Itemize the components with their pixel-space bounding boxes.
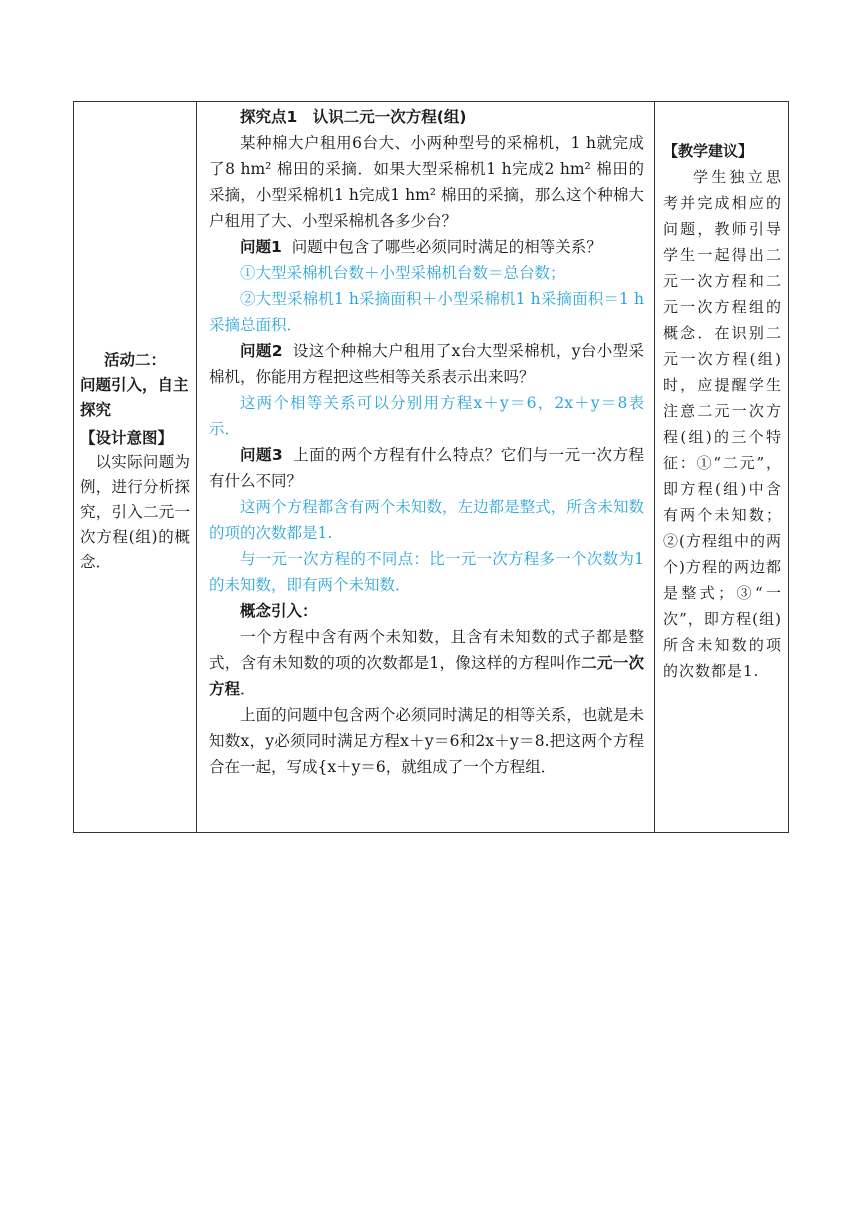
concept-heading: 概念引入：	[240, 602, 318, 620]
answer-1-line-1: ①大型采棉机台数＋小型采棉机台数＝总台数；	[240, 264, 566, 282]
design-intent-heading: 【设计意图】	[80, 428, 174, 447]
question-1-text: 问题中包含了哪些必须同时满足的相等关系？	[291, 238, 602, 256]
question-1-label: 问题1	[240, 238, 282, 256]
concept-definition	[209, 624, 644, 702]
suggestion-cell	[655, 102, 789, 833]
concept-term: 二元一次方程	[209, 654, 644, 698]
system-paragraph: 上面的问题中包含两个必须同时满足的相等关系，也就是未知数x，y必须同时满足方程x＋y＝6和2x＋y＝8.把这两个方程合在一起，写成{x＋y＝6，就组成了一个方程组．	[209, 706, 644, 776]
question-3-text: 上面的两个方程有什么特点？它们与一元一次方程有什么不同？	[209, 446, 644, 490]
answer-3-line-1: 这两个方程都含有两个未知数，左边都是整式，所含未知数的项的次数都是1.	[209, 498, 644, 542]
problem-intro: 某种棉大户租用6台大、小两种型号的采棉机，1 h就完成了8 hm² 棉田的采摘．如果大型采棉机1 h完成2 hm² 棉田的采摘，小型采棉机1 h完成1 hm² 棉田的采摘，那么这个种棉大户租用了大、小型采棉机各多少台？	[209, 134, 644, 230]
question-2-text: 设这个种棉大户租用了x台大型采棉机，y台小型采棉机，你能用方程把这些相等关系表示出来吗？	[209, 342, 644, 386]
activity-cell	[74, 102, 197, 833]
question-1	[209, 234, 644, 260]
content-cell	[197, 102, 655, 833]
answer-2: 这两个相等关系可以分别用方程x＋y＝6，2x＋y＝8表示．	[209, 394, 644, 438]
question-2-label: 问题2	[240, 342, 283, 360]
design-intent-text: 以实际问题为例，进行分析探究，引入二元一次方程(组)的概念．	[80, 453, 190, 571]
activity-subtitle: 问题引入，自主探究	[80, 376, 189, 419]
question-3	[209, 442, 644, 494]
concept-text: 一个方程中含有两个未知数，且含有未知数的式子都是整式，含有未知数的项的次数都是1，像这样的方程叫作	[209, 628, 644, 672]
activity-title: 活动二：	[103, 351, 166, 369]
answer-3-line-2: 与一元一次方程的不同点：比一元一次方程多一个次数为1的未知数，即有两个未知数．	[209, 550, 644, 594]
concept-end: ．	[240, 680, 256, 698]
section-heading: 探究点1 认识二元一次方程(组)	[240, 108, 467, 126]
teaching-suggestion-heading: 【教学建议】	[663, 142, 754, 160]
teaching-suggestion-text: 学生独立思考并完成相应的问题，教师引导学生一起得出二元一次方程和二元一次方程组的概念．在识别二元一次方程(组)时，应提醒学生注意二元一次方程(组)的三个特征：①“二元”，即方程(组)中含有两个未知数；②(方程组中的两个)方程的两边都是整式；③“一次”，即方程(组)所含未知数的项的次数都是1.	[663, 168, 782, 680]
question-3-label: 问题3	[240, 446, 283, 464]
answer-1-line-2: ②大型采棉机1 h采摘面积＋小型采棉机1 h采摘面积＝1 h采摘总面积．	[209, 290, 644, 334]
question-2	[209, 338, 644, 390]
lesson-table	[73, 101, 789, 833]
